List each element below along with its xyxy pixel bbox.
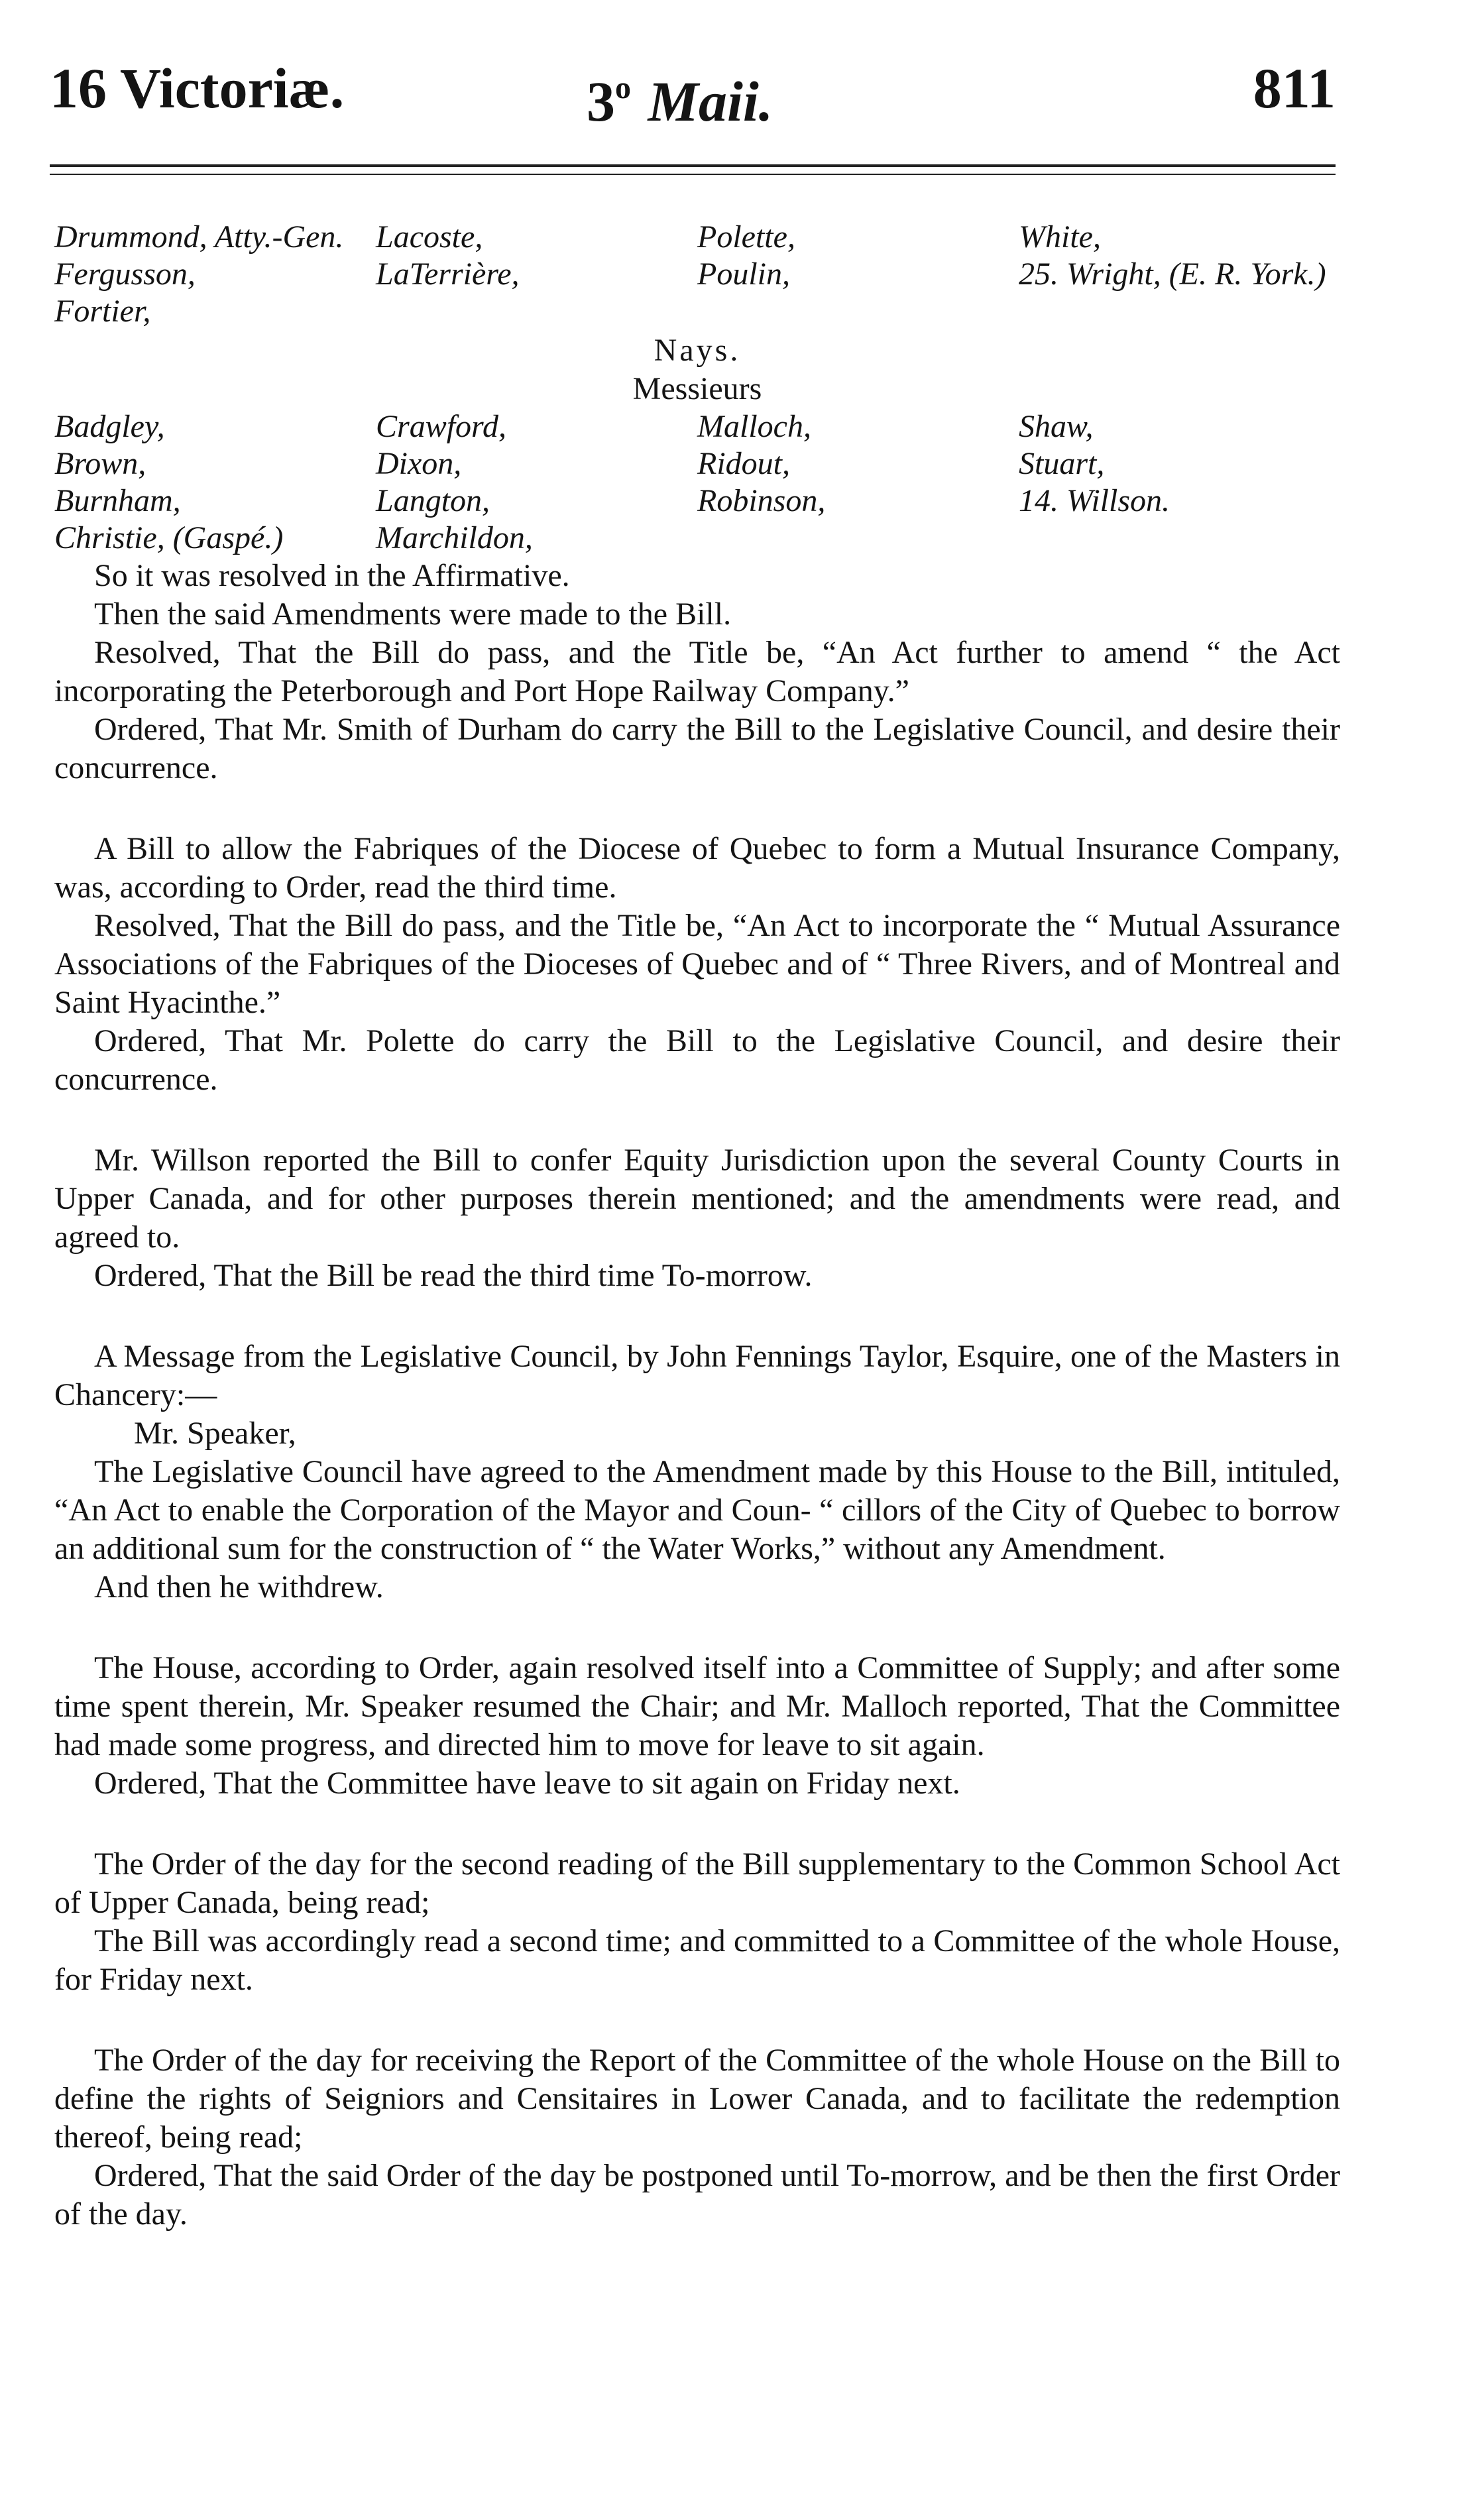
yea-name: Drummond, Atty.-Gen. [54,219,344,255]
salutation-speaker: Mr. Speaker, [134,1416,296,1451]
nay-name: Badgley, [54,409,165,444]
nay-name: Robinson, [697,483,826,518]
paragraph-common-school-order: The Order of the day for the second reading of the Bill supplementary to the Common School Act of Upper Canada, being read; [54,1846,1340,1920]
paragraph-ordered-smith: Ordered, That Mr. Smith of Durham do carry the Bill to the Legislative Council, and desire their concurrence. [54,712,1340,785]
paragraph-amendments-made: Then the said Amendments were made to the Bill. [94,596,732,632]
paragraph-fabriques-bill: A Bill to allow the Fabriques of the Diocese of Quebec to form a Mutual Insurance Company, was, according to Order, read the third time. [54,831,1340,905]
paragraph-ordered-polette: Ordered, That Mr. Polette do carry the Bill to the Legislative Council, and desire their concurrence. [54,1023,1340,1097]
page-number: 811 [1253,56,1336,120]
messieurs-heading: Messieurs [632,371,762,406]
paragraph-resolved-title-railway: Resolved, That the Bill do pass, and the Title be, “An Act further to amend “ the Act incorporating the Peterborough and Port Hope Railway Company.” [54,635,1340,709]
nay-name: Ridout, [697,446,790,481]
nay-name: Dixon, [376,446,462,481]
header-date-day: 3 [587,70,615,133]
yea-name: 25. Wright, (E. R. York.) [1019,256,1326,292]
nay-name: Christie, (Gaspé.) [54,520,284,555]
nay-name: Brown, [54,446,146,481]
running-header [50,52,1336,138]
nay-name: Stuart, [1019,446,1105,481]
nay-name: Burnham, [54,483,181,518]
paragraph-seigniors-order: The Order of the day for receiving the Report of the Committee of the whole House on the Bill to define the rights of Seigniors and Censitaires in Lower Canada, and to facilitate the redemption thereof, being read; [54,2043,1340,2155]
nay-name: Marchildon, [376,520,533,555]
paragraph-ordered-sit-again: Ordered, That the Committee have leave to sit again on Friday next. [94,1766,960,1801]
paragraph-ordered-third-reading: Ordered, That the Bill be read the third time To-morrow. [94,1258,813,1293]
yea-name: Polette, [697,219,795,255]
paragraph-council-message: A Message from the Legislative Council, by John Fennings Taylor, Esquire, one of the Masters in Chancery:— [54,1339,1340,1412]
page-body [54,219,1340,2234]
nays-heading: Nays. [654,333,741,368]
paragraph-ordered-postponed: Ordered, That the said Order of the day be postponed until To-morrow, and be then the first Order of the day. [54,2158,1340,2232]
yea-name: Fortier, [54,294,151,329]
nay-name: 14. Willson. [1019,483,1170,518]
yea-name: LaTerrière, [376,256,520,292]
header-rule-thick [50,164,1336,167]
header-date-ordinal: o [615,70,631,105]
yea-name: Poulin, [697,256,790,292]
header-date-month: Maii. [648,70,773,133]
paragraph-second-reading: The Bill was accordingly read a second time; and committed to a Committee of the whole House, for Friday next. [54,1923,1340,1997]
nay-name: Langton, [376,483,490,518]
paragraph-withdrew: And then he withdrew. [94,1569,384,1605]
paragraph-resolved-affirmative: So it was resolved in the Affirmative. [94,558,570,593]
yea-name: Fergusson, [54,256,196,292]
nay-name: Shaw, [1019,409,1094,444]
paragraph-resolved-title-mutual: Resolved, That the Bill do pass, and the Title be, “An Act to incorporate the “ Mutual Assurance Associations of the Fabriques of the Dioceses of Quebec and of “ Three Rivers, and of Montreal and Saint Hyacinthe.” [54,908,1340,1020]
yeas-list [54,219,1340,330]
paragraph-committee-supply: The House, according to Order, again resolved itself into a Committee of Supply; and after some time spent therein, Mr. Speaker resumed the Chair; and Mr. Malloch reported, That the Committee had made some progress, and directed him to move for leave to sit again. [54,1650,1340,1762]
yea-name: White, [1019,219,1101,255]
header-rule-thin [50,174,1336,175]
header-date [587,52,773,138]
paragraph-council-agreed: The Legislative Council have agreed to the Amendment made by this House to the Bill, intituled, “An Act to enable the Corporation of the Mayor and Coun- “ cillors of the City of Quebec to borrow an additional sum for the construction of “ the Water Works,” without any Amendment. [54,1454,1340,1566]
nay-name: Crawford, [376,409,506,444]
yea-name: Lacoste, [376,219,483,255]
paragraph-willson-report: Mr. Willson reported the Bill to confer Equity Jurisdiction upon the several County Courts in Upper Canada, and for other purposes therein mentioned; and the amendments were read, and agreed to. [54,1143,1340,1255]
nays-list [54,408,1340,557]
nay-name: Malloch, [697,409,811,444]
header-session: 16 Victoriæ. [50,56,345,120]
